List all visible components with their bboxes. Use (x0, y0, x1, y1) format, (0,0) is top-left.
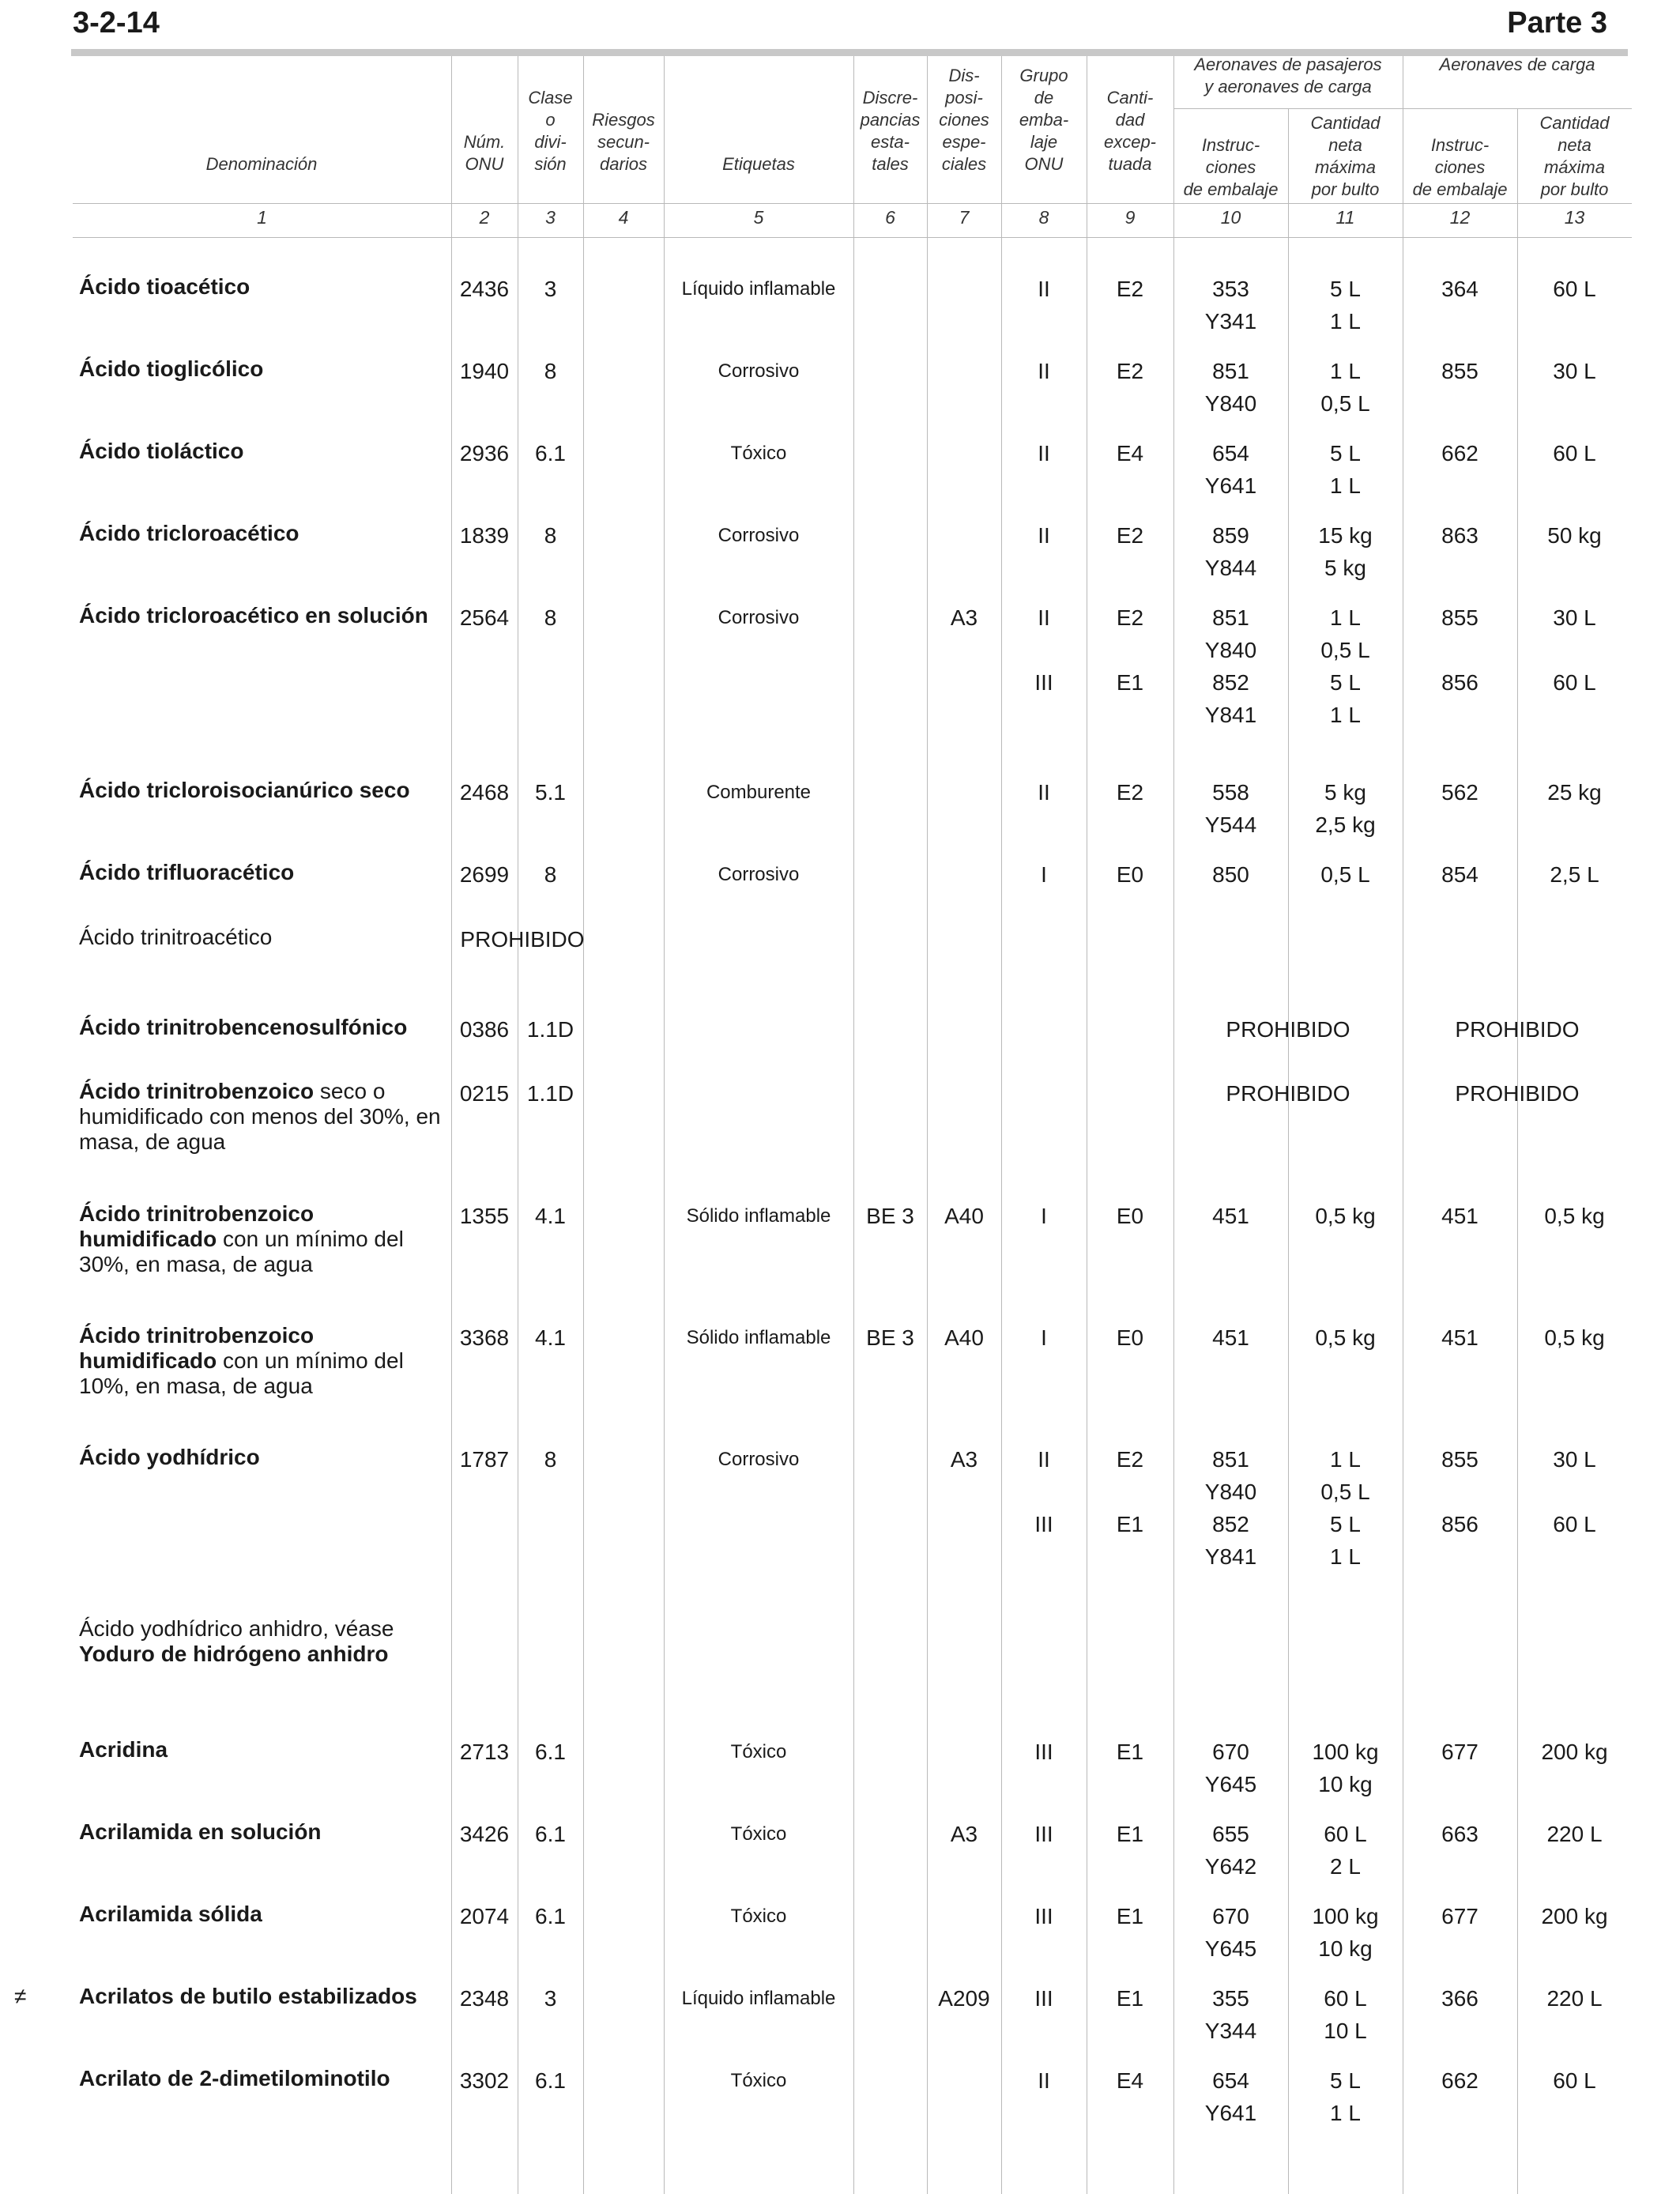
cell-q-pax: 1 L (1330, 2101, 1361, 2125)
substance-name-bold: Acridina (79, 1737, 168, 1762)
cell-grupo: II (1038, 605, 1050, 630)
header-bottom-rule (73, 203, 1632, 204)
cell-q-pax: 10 kg (1318, 1936, 1373, 1961)
cell-ins-pax: Y840 (1204, 638, 1257, 662)
header-carga-group: Aeronaves de carga (1439, 55, 1595, 74)
cell-onu: 2713 (459, 1740, 510, 1764)
cell-disp: A3 (950, 1447, 978, 1472)
cell-q-pax: 1 L (1330, 1544, 1361, 1569)
cell-ins-cargo: 856 (1441, 1512, 1478, 1536)
substance-name-bold: Ácido tioacético (79, 274, 250, 299)
cell-clase: 1.1D (526, 1081, 574, 1106)
header-grupo: Grupo de emba- laje ONU (1019, 66, 1069, 174)
cell-excep: E2 (1116, 605, 1144, 630)
cell-clase: 8 (544, 359, 557, 383)
column-number: 3 (545, 207, 556, 228)
column-number: 13 (1564, 207, 1585, 228)
cell-clase: 6.1 (535, 2068, 566, 2093)
column-number: 1 (257, 207, 267, 228)
cell-disp: A40 (944, 1325, 984, 1350)
cell-onu: 2436 (459, 277, 510, 301)
cell-onu: 3302 (459, 2068, 510, 2093)
see-reference: Yoduro de hidrógeno anhidro (79, 1642, 389, 1666)
cell-clase: 3 (544, 1986, 557, 2011)
cell-ins-cargo: 562 (1441, 780, 1478, 805)
substance-name (79, 1819, 443, 1845)
cell-q-pax: 5 L (1330, 1512, 1361, 1536)
column-number: 5 (753, 207, 764, 228)
cell-grupo: II (1038, 441, 1050, 466)
cell-q-cargo: 30 L (1553, 1447, 1596, 1472)
cell-etiqueta: Corrosivo (718, 525, 800, 546)
cell-q-cargo: 50 kg (1547, 523, 1602, 548)
part-label: Parte 3 (1507, 6, 1607, 40)
cell-grupo: III (1034, 1822, 1053, 1846)
cell-grupo: I (1041, 1325, 1047, 1350)
substance-name-bold: Ácido yodhídrico (79, 1445, 260, 1469)
substance-name (79, 1902, 443, 1927)
cell-grupo: III (1034, 1512, 1053, 1536)
prohibited-cargo: PROHIBIDO (1455, 1081, 1580, 1106)
substance-name (79, 860, 443, 885)
cell-etiqueta: Líquido inflamable (681, 278, 836, 300)
cell-q-pax: 5 L (1330, 2068, 1361, 2093)
substance-name (79, 1737, 443, 1762)
cell-ins-cargo: 662 (1441, 2068, 1478, 2093)
cell-excep: E1 (1116, 670, 1144, 695)
column-divider (1517, 109, 1518, 2194)
cell-excep: E0 (1116, 862, 1144, 887)
cell-excep: E2 (1116, 359, 1144, 383)
cell-q-pax: 1 L (1330, 1447, 1361, 1472)
cell-q-pax: 10 L (1324, 2019, 1367, 2043)
cell-clase: 4.1 (535, 1204, 566, 1228)
cell-ins-cargo: 854 (1441, 862, 1478, 887)
cell-ins-pax: Y844 (1204, 556, 1257, 580)
cell-grupo: III (1034, 1986, 1053, 2011)
cell-clase: 6.1 (535, 1740, 566, 1764)
cell-ins-cargo: 662 (1441, 441, 1478, 466)
substance-name (79, 274, 443, 300)
cell-excep: E2 (1116, 523, 1144, 548)
cell-ins-pax: Y645 (1204, 1936, 1257, 1961)
prohibited-passenger: PROHIBIDO (1226, 1017, 1350, 1042)
substance-name (79, 778, 443, 803)
substance-name (79, 356, 443, 382)
cell-ins-pax: Y645 (1204, 1772, 1257, 1796)
column-number: 4 (618, 207, 629, 228)
cell-disp: A3 (950, 1822, 978, 1846)
cell-grupo: II (1038, 780, 1050, 805)
cell-q-cargo: 60 L (1553, 1512, 1596, 1536)
cell-clase: 6.1 (535, 1904, 566, 1928)
cell-grupo: I (1041, 1204, 1047, 1228)
cell-clase: 8 (544, 605, 557, 630)
cell-clase: 3 (544, 277, 557, 301)
cell-ins-pax: 451 (1212, 1204, 1249, 1228)
cell-clase: 8 (544, 1447, 557, 1472)
cell-onu: 3368 (459, 1325, 510, 1350)
cell-ins-cargo: 677 (1441, 1904, 1478, 1928)
header-instrucciones-cargo: Instruc- ciones de embalaje (1412, 135, 1508, 199)
substance-name-detail: con un mínimo del 10%, en masa, de agua (79, 1348, 404, 1398)
header-denominacion: Denominación (205, 154, 318, 174)
header-clase: Clase o divi- sión (528, 88, 573, 174)
cell-ins-cargo: 663 (1441, 1822, 1478, 1846)
cell-disp: A3 (950, 605, 978, 630)
header-pasajeros-group: Aeronaves de pasajeros y aeronaves de carga (1194, 55, 1382, 96)
column-number: 10 (1220, 207, 1241, 228)
cell-grupo: I (1041, 862, 1047, 887)
cell-q-pax: 5 L (1330, 277, 1361, 301)
header-onu: Núm. ONU (463, 132, 506, 174)
cell-ins-pax: Y642 (1204, 1854, 1257, 1879)
column-divider (853, 56, 854, 2194)
cell-etiqueta: Comburente (706, 782, 812, 803)
cell-q-pax: 0,5 L (1320, 862, 1370, 887)
cell-etiqueta: Tóxico (730, 1741, 787, 1762)
cell-disp: A209 (938, 1986, 990, 2011)
cell-etiqueta: Tóxico (730, 2070, 787, 2091)
cell-q-pax: 60 L (1324, 1822, 1367, 1846)
cell-etiqueta: Sólido inflamable (686, 1327, 831, 1348)
cell-ins-pax: 355 (1212, 1986, 1249, 2011)
column-number: 9 (1124, 207, 1136, 228)
prohibited-label: PROHIBIDO (460, 927, 585, 952)
substance-name (79, 1015, 443, 1040)
cell-q-pax: 100 kg (1312, 1740, 1379, 1764)
cell-ins-pax: Y544 (1204, 812, 1257, 837)
cell-q-pax: 0,5 kg (1315, 1204, 1376, 1228)
substance-name-bold: Acrilato de 2-dimetilominotilo (79, 2066, 390, 2090)
cell-q-cargo: 60 L (1553, 441, 1596, 466)
substance-name (79, 2066, 443, 2091)
cell-excep: E1 (1116, 1512, 1144, 1536)
cell-q-pax: 5 kg (1324, 780, 1366, 805)
cell-q-cargo: 220 L (1546, 1986, 1603, 2011)
substance-name (79, 1079, 443, 1155)
cell-ins-pax: 851 (1212, 359, 1249, 383)
cell-q-pax: 1 L (1330, 605, 1361, 630)
cell-q-cargo: 25 kg (1547, 780, 1602, 805)
cell-grupo: III (1034, 1904, 1053, 1928)
cell-ins-pax: 859 (1212, 523, 1249, 548)
cell-etiqueta: Corrosivo (718, 607, 800, 628)
cell-excep: E1 (1116, 1904, 1144, 1928)
cell-ins-cargo: 855 (1441, 359, 1478, 383)
cell-excep: E0 (1116, 1204, 1144, 1228)
header-instrucciones-pax: Instruc- ciones de embalaje (1183, 135, 1279, 199)
cell-ins-cargo: 451 (1441, 1325, 1478, 1350)
substance-name (79, 1323, 443, 1399)
cell-disc: BE 3 (866, 1325, 914, 1350)
substance-name-bold: Ácido trinitrobenzoico humidificado (79, 1201, 315, 1251)
cell-grupo: III (1034, 670, 1053, 695)
cell-q-pax: 0,5 L (1320, 1480, 1370, 1504)
cell-onu: 2564 (459, 605, 510, 630)
cell-clase: 8 (544, 523, 557, 548)
cell-q-cargo: 0,5 kg (1544, 1204, 1605, 1228)
cell-q-pax: 0,5 L (1320, 391, 1370, 416)
cell-clase: 6.1 (535, 441, 566, 466)
prohibited-passenger: PROHIBIDO (1226, 1081, 1350, 1106)
cell-ins-pax: Y641 (1204, 473, 1257, 498)
cell-excep: E1 (1116, 1822, 1144, 1846)
cell-ins-pax: 655 (1212, 1822, 1249, 1846)
cell-onu: 3426 (459, 1822, 510, 1846)
substance-name-bold: Ácido trinitrobenzoico humidificado (79, 1323, 315, 1373)
cell-etiqueta: Corrosivo (718, 1449, 800, 1470)
cell-clase: 1.1D (526, 1017, 574, 1042)
substance-name-bold: Ácido tricloroacético (79, 521, 299, 545)
cell-q-cargo: 60 L (1553, 670, 1596, 695)
cell-onu: 1940 (459, 359, 510, 383)
cell-clase: 8 (544, 862, 557, 887)
column-number: 7 (959, 207, 970, 228)
cell-ins-pax: 852 (1212, 670, 1249, 695)
cell-excep: E0 (1116, 1325, 1144, 1350)
cell-excep: E4 (1116, 2068, 1144, 2093)
cell-excep: E1 (1116, 1740, 1144, 1764)
substance-name (79, 603, 443, 628)
cell-q-pax: 1 L (1330, 473, 1361, 498)
cell-q-pax: 1 L (1330, 359, 1361, 383)
header-cantidad: Canti- dad excep- tuada (1103, 88, 1157, 174)
cell-excep: E1 (1116, 1986, 1144, 2011)
cell-q-pax: 60 L (1324, 1986, 1367, 2011)
column-number: 12 (1449, 207, 1471, 228)
cell-onu: 1787 (459, 1447, 510, 1472)
cell-q-pax: 2 L (1330, 1854, 1361, 1879)
cell-grupo: II (1038, 359, 1050, 383)
cell-grupo: III (1034, 1740, 1053, 1764)
cell-clase: 5.1 (535, 780, 566, 805)
cell-onu: 0215 (459, 1081, 510, 1106)
cell-ins-pax: Y344 (1204, 2019, 1257, 2043)
cell-ins-pax: Y840 (1204, 391, 1257, 416)
cell-ins-pax: 654 (1212, 441, 1249, 466)
cell-q-pax: 5 L (1330, 670, 1361, 695)
cell-disp: A40 (944, 1204, 984, 1228)
cell-ins-pax: Y841 (1204, 703, 1257, 727)
cell-q-pax: 1 L (1330, 309, 1361, 334)
cell-disc: BE 3 (866, 1204, 914, 1228)
cell-ins-pax: 850 (1212, 862, 1249, 887)
cell-onu: 2348 (459, 1986, 510, 2011)
cell-ins-cargo: 855 (1441, 1447, 1478, 1472)
substance-name-bold: Ácido tioláctico (79, 439, 244, 463)
column-number: 11 (1335, 207, 1355, 228)
cell-q-cargo: 0,5 kg (1544, 1325, 1605, 1350)
column-number: 2 (479, 207, 490, 228)
page-ref: 3-2-14 (73, 6, 160, 40)
cell-etiqueta: Corrosivo (718, 864, 800, 885)
substance-name (79, 439, 443, 464)
cell-clase: 6.1 (535, 1822, 566, 1846)
substance-name (79, 1616, 443, 1667)
header-etiquetas: Etiquetas (722, 154, 795, 174)
substance-name (79, 925, 443, 950)
substance-name-bold: Acrilamida en solución (79, 1819, 322, 1844)
substance-name-bold: Acrilatos de butilo estabilizados (79, 1984, 417, 2008)
cell-etiqueta: Tóxico (730, 1823, 787, 1845)
substance-name-bold: Ácido trifluoracético (79, 860, 295, 884)
cell-ins-cargo: 364 (1441, 277, 1478, 301)
substance-name (79, 1201, 443, 1277)
cell-ins-cargo: 451 (1441, 1204, 1478, 1228)
cell-ins-pax: 670 (1212, 1904, 1249, 1928)
cell-onu: 1355 (459, 1204, 510, 1228)
substance-name-detail: Ácido trinitroacético (79, 925, 273, 949)
column-number: 6 (885, 207, 895, 228)
cell-q-cargo: 200 kg (1541, 1740, 1608, 1764)
cell-grupo: II (1038, 2068, 1050, 2093)
substance-name-bold: Ácido tricloroisocianúrico seco (79, 778, 410, 802)
cell-ins-cargo: 855 (1441, 605, 1478, 630)
substance-name-bold: Acrilamida sólida (79, 1902, 262, 1926)
column-divider (583, 56, 584, 2194)
cell-ins-pax: 451 (1212, 1325, 1249, 1350)
cell-ins-cargo: 677 (1441, 1740, 1478, 1764)
cell-onu: 2936 (459, 441, 510, 466)
column-number: 8 (1038, 207, 1049, 228)
cell-q-cargo: 2,5 L (1550, 862, 1599, 887)
cell-q-cargo: 30 L (1553, 359, 1596, 383)
cell-ins-cargo: 863 (1441, 523, 1478, 548)
cell-q-pax: 15 kg (1318, 523, 1373, 548)
cell-onu: 0386 (459, 1017, 510, 1042)
header-cantidad-pax: Cantidad neta máxima por bulto (1310, 113, 1381, 199)
cell-ins-pax: 852 (1212, 1512, 1249, 1536)
cell-q-pax: 100 kg (1312, 1904, 1379, 1928)
cell-ins-pax: Y841 (1204, 1544, 1257, 1569)
cell-q-cargo: 60 L (1553, 2068, 1596, 2093)
substance-name (79, 1984, 443, 2009)
cell-q-pax: 0,5 L (1320, 638, 1370, 662)
cell-etiqueta: Tóxico (730, 443, 787, 464)
substance-name (79, 1445, 443, 1470)
cell-q-cargo: 30 L (1553, 605, 1596, 630)
header-riesgos: Riesgos secun- darios (592, 110, 655, 174)
substance-name (79, 521, 443, 546)
cell-excep: E2 (1116, 277, 1144, 301)
cell-q-cargo: 220 L (1546, 1822, 1603, 1846)
cell-onu: 2699 (459, 862, 510, 887)
cell-clase: 4.1 (535, 1325, 566, 1350)
cell-q-cargo: 200 kg (1541, 1904, 1608, 1928)
substance-name-detail: seco o humidificado con menos del 30%, en masa, de agua (79, 1079, 441, 1154)
cell-ins-pax: Y840 (1204, 1480, 1257, 1504)
header-cantidad-cargo: Cantidad neta máxima por bulto (1539, 113, 1610, 199)
cell-ins-pax: Y641 (1204, 2101, 1257, 2125)
cell-q-pax: 10 kg (1318, 1772, 1373, 1796)
cell-q-cargo: 60 L (1553, 277, 1596, 301)
cell-ins-cargo: 366 (1441, 1986, 1478, 2011)
change-marker: ≠ (14, 1984, 27, 2008)
substance-name-bold: Ácido trinitrobenzoico (79, 1079, 315, 1103)
cell-q-pax: 1 L (1330, 703, 1361, 727)
cell-excep: E2 (1116, 780, 1144, 805)
cell-excep: E4 (1116, 441, 1144, 466)
cell-q-pax: 2,5 kg (1315, 812, 1376, 837)
substance-name-detail: Ácido yodhídrico anhidro, véase (79, 1616, 394, 1641)
cell-q-pax: 5 kg (1324, 556, 1366, 580)
substance-name-bold: Ácido trinitrobencenosulfónico (79, 1015, 408, 1039)
prohibited-cargo: PROHIBIDO (1455, 1017, 1580, 1042)
header-subgroup-rule (1173, 108, 1632, 109)
substance-name-bold: Ácido tricloroacético en solución (79, 603, 428, 628)
header-disposiciones: Dis- posi- ciones espe- ciales (939, 66, 989, 174)
cell-etiqueta: Tóxico (730, 1906, 787, 1927)
cell-grupo: II (1038, 523, 1050, 548)
cell-etiqueta: Líquido inflamable (681, 1988, 836, 2009)
column-number-rule (73, 237, 1632, 238)
cell-grupo: II (1038, 277, 1050, 301)
cell-etiqueta: Sólido inflamable (686, 1205, 831, 1227)
cell-onu: 1839 (459, 523, 510, 548)
cell-ins-pax: 851 (1212, 1447, 1249, 1472)
substance-name-bold: Ácido tioglicólico (79, 356, 264, 381)
cell-ins-pax: 670 (1212, 1740, 1249, 1764)
cell-q-pax: 5 L (1330, 441, 1361, 466)
cell-ins-pax: 654 (1212, 2068, 1249, 2093)
cell-onu: 2468 (459, 780, 510, 805)
cell-ins-pax: Y341 (1204, 309, 1257, 334)
cell-ins-pax: 353 (1212, 277, 1249, 301)
cell-grupo: II (1038, 1447, 1050, 1472)
cell-etiqueta: Corrosivo (718, 360, 800, 382)
cell-ins-cargo: 856 (1441, 670, 1478, 695)
substance-name-detail: con un mínimo del 30%, en masa, de agua (79, 1227, 404, 1276)
header-discrepancias: Discre- pancias esta- tales (860, 88, 921, 174)
cell-excep: E2 (1116, 1447, 1144, 1472)
cell-ins-pax: 558 (1212, 780, 1249, 805)
cell-ins-pax: 851 (1212, 605, 1249, 630)
cell-onu: 2074 (459, 1904, 510, 1928)
cell-q-pax: 0,5 kg (1315, 1325, 1376, 1350)
column-divider (927, 56, 928, 2194)
